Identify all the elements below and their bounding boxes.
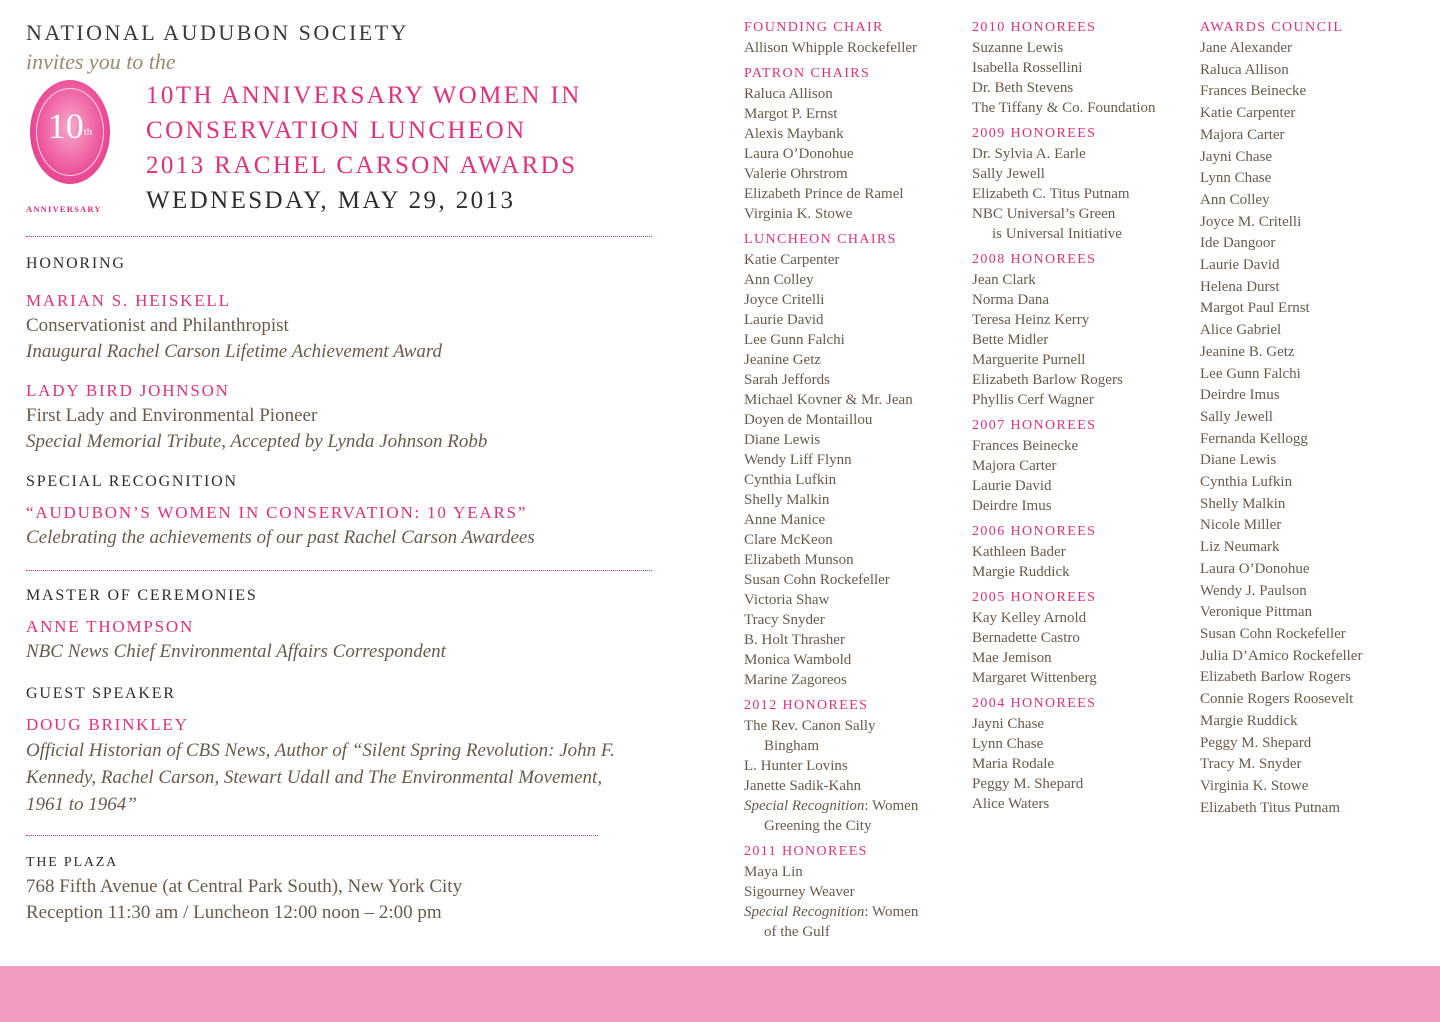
list-item: Alice Gabriel <box>1200 322 1282 339</box>
list-item: Margie Ruddick <box>972 564 1070 580</box>
list-item: Virginia K. Stowe <box>744 206 853 222</box>
column-1-heading: PATRON CHAIRS <box>744 66 871 81</box>
moc-desc: NBC News Chief Environmental Affairs Correspondent <box>26 641 446 662</box>
honoree-2-role: First Lady and Environmental Pioneer <box>26 405 318 426</box>
list-item: Sally Jewell <box>972 166 1045 182</box>
list-item: Kathleen Bader <box>972 544 1066 560</box>
honoree-1-name: MARIAN S. HEISKELL <box>26 291 231 310</box>
list-item: Joyce Critelli <box>744 292 825 308</box>
divider-1 <box>26 236 652 237</box>
list-item: Ann Colley <box>1200 191 1270 208</box>
list-item: Phyllis Cerf Wagner <box>972 392 1094 408</box>
list-item: Bingham <box>764 738 819 754</box>
invitation-panel <box>26 18 666 214</box>
list-item: Jean Clark <box>972 272 1036 288</box>
list-item: Alexis Maybank <box>744 126 844 142</box>
event-date: WEDNESDAY, MAY 29, 2013 <box>146 187 516 214</box>
list-item: The Tiffany & Co. Foundation <box>972 100 1156 116</box>
list-item: Tracy Snyder <box>744 612 825 628</box>
list-item: Wendy Liff Flynn <box>744 452 852 468</box>
invites-line: invites you to the <box>26 49 176 74</box>
special-recognition-heading: SPECIAL RECOGNITION <box>26 473 238 490</box>
list-item: Julia D’Amico Rockefeller <box>1200 647 1363 664</box>
list-item: Shelly Malkin <box>1200 495 1286 512</box>
moc-section <box>26 585 446 665</box>
list-item: Majora Carter <box>972 458 1057 474</box>
list-item: Elizabeth Prince de Ramel <box>744 186 904 202</box>
list-item: Sarah Jeffords <box>744 372 830 388</box>
list-item: Laura O’Donohue <box>744 146 854 162</box>
list-item: Monica Wambold <box>744 652 852 668</box>
list-item: Raluca Allison <box>744 86 833 102</box>
list-item: Valerie Ohrstrom <box>744 166 848 182</box>
column-1-heading: 2011 HONOREES <box>744 844 868 859</box>
column-2-heading: 2004 HONOREES <box>972 696 1097 711</box>
list-item: of the Gulf <box>764 924 830 940</box>
list-item: Doyen de Montaillou <box>744 412 873 428</box>
event-title <box>146 78 582 219</box>
special-recognition-title: “AUDUBON’S WOMEN IN CONSERVATION: 10 YEARS” <box>26 503 528 522</box>
list-item: Diane Lewis <box>1200 452 1277 469</box>
list-item: Sally Jewell <box>1200 408 1273 425</box>
honoree-1-role: Conservationist and Philanthropist <box>26 315 289 336</box>
honoree-2-name: LADY BIRD JOHNSON <box>26 381 230 400</box>
list-item: Peggy M. Shepard <box>1200 734 1312 751</box>
venue-section <box>26 852 462 926</box>
honoring-section <box>26 253 487 455</box>
list-item: Margot P. Ernst <box>744 106 838 122</box>
list-item: Special Recognition: Women <box>744 904 919 920</box>
column-3-heading: AWARDS COUNCIL <box>1200 20 1344 35</box>
list-item: Margaret Wittenberg <box>972 670 1097 686</box>
list-item: Marine Zagoreos <box>744 672 847 688</box>
special-recognition-desc: Celebrating the achievements of our past Rachel Carson Awardees <box>26 527 535 548</box>
list-item: Elizabeth Barlow Rogers <box>972 372 1123 388</box>
italic-label: Special Recognition <box>744 904 865 920</box>
list-item: Peggy M. Shepard <box>972 776 1084 792</box>
divider-2 <box>26 570 652 571</box>
list-item: Dr. Beth Stevens <box>972 80 1074 96</box>
list-item: Lynn Chase <box>972 736 1044 752</box>
column-1-heading: FOUNDING CHAIR <box>744 20 884 35</box>
badge-number-value: 10 <box>47 106 84 146</box>
list-item: Alice Waters <box>972 796 1050 812</box>
list-item: Cynthia Lufkin <box>744 472 837 488</box>
anniversary-badge <box>30 80 110 186</box>
list-item: Diane Lewis <box>744 432 821 448</box>
column-2-heading: 2010 HONOREES <box>972 20 1097 35</box>
honoree-2-award: Special Memorial Tribute, Accepted by Lynda Johnson Robb <box>26 431 488 452</box>
list-item: Michael Kovner & Mr. Jean <box>744 392 913 408</box>
list-item: Sigourney Weaver <box>744 884 855 900</box>
list-item: Lynn Chase <box>1200 170 1272 187</box>
list-item: Laura O’Donohue <box>1200 560 1310 577</box>
list-item: Victoria Shaw <box>744 592 830 608</box>
list-item: Lee Gunn Falchi <box>1200 365 1301 382</box>
list-item: Cynthia Lufkin <box>1200 474 1293 491</box>
list-item: Jane Alexander <box>1200 40 1293 56</box>
list-item: Deirdre Imus <box>972 498 1052 514</box>
list-item: Frances Beinecke <box>972 438 1079 454</box>
list-item: Elizabeth C. Titus Putnam <box>972 186 1130 202</box>
list-item: Joyce M. Critelli <box>1200 213 1302 230</box>
hero <box>26 78 666 214</box>
guest-speaker-name: DOUG BRINKLEY <box>26 715 189 734</box>
column-2-heading: 2006 HONOREES <box>972 524 1097 539</box>
list-item: Wendy J. Paulson <box>1200 582 1307 599</box>
list-item: Frances Beinecke <box>1200 83 1307 100</box>
list-item: Marguerite Purnell <box>972 352 1086 368</box>
guest-speaker-heading: GUEST SPEAKER <box>26 685 176 702</box>
list-item: Maria Rodale <box>972 756 1055 772</box>
list-item: Dr. Sylvia A. Earle <box>972 146 1086 162</box>
honoring-heading: HONORING <box>26 255 126 272</box>
list-item: Jeanine Getz <box>744 352 822 368</box>
list-item: Tracy M. Snyder <box>1200 756 1302 773</box>
list-item: Laurie David <box>744 312 824 328</box>
divider-3 <box>26 835 598 836</box>
list-item: Teresa Heinz Kerry <box>972 312 1090 328</box>
list-item: Elizabeth Barlow Rogers <box>1200 669 1351 686</box>
column-1-heading: 2012 HONOREES <box>744 698 869 713</box>
list-item: Janette Sadik-Kahn <box>744 778 862 794</box>
list-item: Suzanne Lewis <box>972 40 1064 56</box>
column-2-heading: 2009 HONOREES <box>972 126 1097 141</box>
list-item: Clare McKeon <box>744 532 833 548</box>
list-item: Jeanine B. Getz <box>1200 343 1295 360</box>
list-item: Veronique Pittman <box>1200 604 1313 621</box>
list-item: Susan Cohn Rockefeller <box>744 572 890 588</box>
honoree-1-award: Inaugural Rachel Carson Lifetime Achievement Award <box>26 341 443 362</box>
list-item: Fernanda Kellogg <box>1200 430 1308 447</box>
moc-name: ANNE THOMPSON <box>26 617 195 636</box>
list-item: Katie Carpenter <box>744 252 840 268</box>
title-line-1: 10TH ANNIVERSARY WOMEN IN <box>146 82 582 109</box>
badge-label: ANNIVERSARY <box>26 204 102 214</box>
list-item: Bette Midler <box>972 332 1049 348</box>
venue-times: Reception 11:30 am / Luncheon 12:00 noon – 2:00 pm <box>26 902 442 923</box>
title-line-3: 2013 RACHEL CARSON AWARDS <box>146 152 578 179</box>
committee-column-3 <box>1200 18 1430 819</box>
list-item: Helena Durst <box>1200 278 1280 295</box>
guest-speaker-desc: Official Historian of CBS News, Author of “Silent Spring Revolution: John F. Kennedy, Rachel Carson, Stewart Udall and The Environmental Movement, 1961 to 1964” <box>26 740 615 815</box>
list-item: The Rev. Canon Sally <box>744 718 876 734</box>
list-item: Katie Carpenter <box>1200 105 1296 122</box>
list-item: Virginia K. Stowe <box>1200 777 1309 794</box>
list-item: Deirdre Imus <box>1200 387 1280 404</box>
committee-column-1 <box>744 18 964 942</box>
italic-label: Special Recognition <box>744 798 865 814</box>
special-recognition-section <box>26 471 535 551</box>
list-item: Special Recognition: Women <box>744 798 919 814</box>
list-item: Majora Carter <box>1200 126 1285 143</box>
column-2-heading: 2007 HONOREES <box>972 418 1097 433</box>
footer-band <box>0 966 1440 1022</box>
list-item: Elizabeth Titus Putnam <box>1200 799 1341 816</box>
list-item: Jayni Chase <box>1200 148 1273 165</box>
list-item: Liz Neumark <box>1200 539 1280 556</box>
list-item: Kay Kelley Arnold <box>972 610 1087 626</box>
column-2-heading: 2008 HONOREES <box>972 252 1097 267</box>
list-item: Laurie David <box>972 478 1052 494</box>
list-item: Connie Rogers Roosevelt <box>1200 691 1354 708</box>
list-item: Maya Lin <box>744 864 803 880</box>
list-item: Margie Ruddick <box>1200 712 1298 729</box>
list-item: NBC Universal’s Green <box>972 206 1116 222</box>
list-item: L. Hunter Lovins <box>744 758 848 774</box>
list-item: Greening the City <box>764 818 872 834</box>
column-2-heading: 2005 HONOREES <box>972 590 1097 605</box>
list-item: Norma Dana <box>972 292 1050 308</box>
title-line-2: CONSERVATION LUNCHEON <box>146 117 527 144</box>
committee-column-2 <box>972 18 1192 814</box>
badge-number <box>30 106 110 146</box>
venue-heading: THE PLAZA <box>26 855 119 870</box>
list-item: Margot Paul Ernst <box>1200 300 1310 317</box>
org-name: NATIONAL AUDUBON SOCIETY <box>26 20 410 45</box>
list-item: B. Holt Thrasher <box>744 632 845 648</box>
moc-heading: MASTER OF CEREMONIES <box>26 587 258 604</box>
list-item: Bernadette Castro <box>972 630 1080 646</box>
column-1-heading: LUNCHEON CHAIRS <box>744 232 897 247</box>
list-item: Susan Cohn Rockefeller <box>1200 625 1346 642</box>
list-item: Ann Colley <box>744 272 814 288</box>
list-item: Lee Gunn Falchi <box>744 332 845 348</box>
list-item: Anne Manice <box>744 512 826 528</box>
list-item: Elizabeth Munson <box>744 552 854 568</box>
list-item: Laurie David <box>1200 257 1280 274</box>
list-item: is Universal Initiative <box>992 226 1122 242</box>
list-item: Raluca Allison <box>1200 61 1289 78</box>
badge-suffix: th <box>83 126 93 138</box>
venue-address: 768 Fifth Avenue (at Central Park South), New York City <box>26 876 463 897</box>
list-item: Nicole Miller <box>1200 517 1282 534</box>
list-item: Allison Whipple Rockefeller <box>744 40 918 56</box>
list-item: Ide Dangoor <box>1200 235 1276 252</box>
list-item: Jayni Chase <box>972 716 1045 732</box>
list-item: Shelly Malkin <box>744 492 830 508</box>
guest-speaker-section <box>26 683 641 818</box>
list-item: Mae Jemison <box>972 650 1052 666</box>
list-item: Isabella Rossellini <box>972 60 1083 76</box>
